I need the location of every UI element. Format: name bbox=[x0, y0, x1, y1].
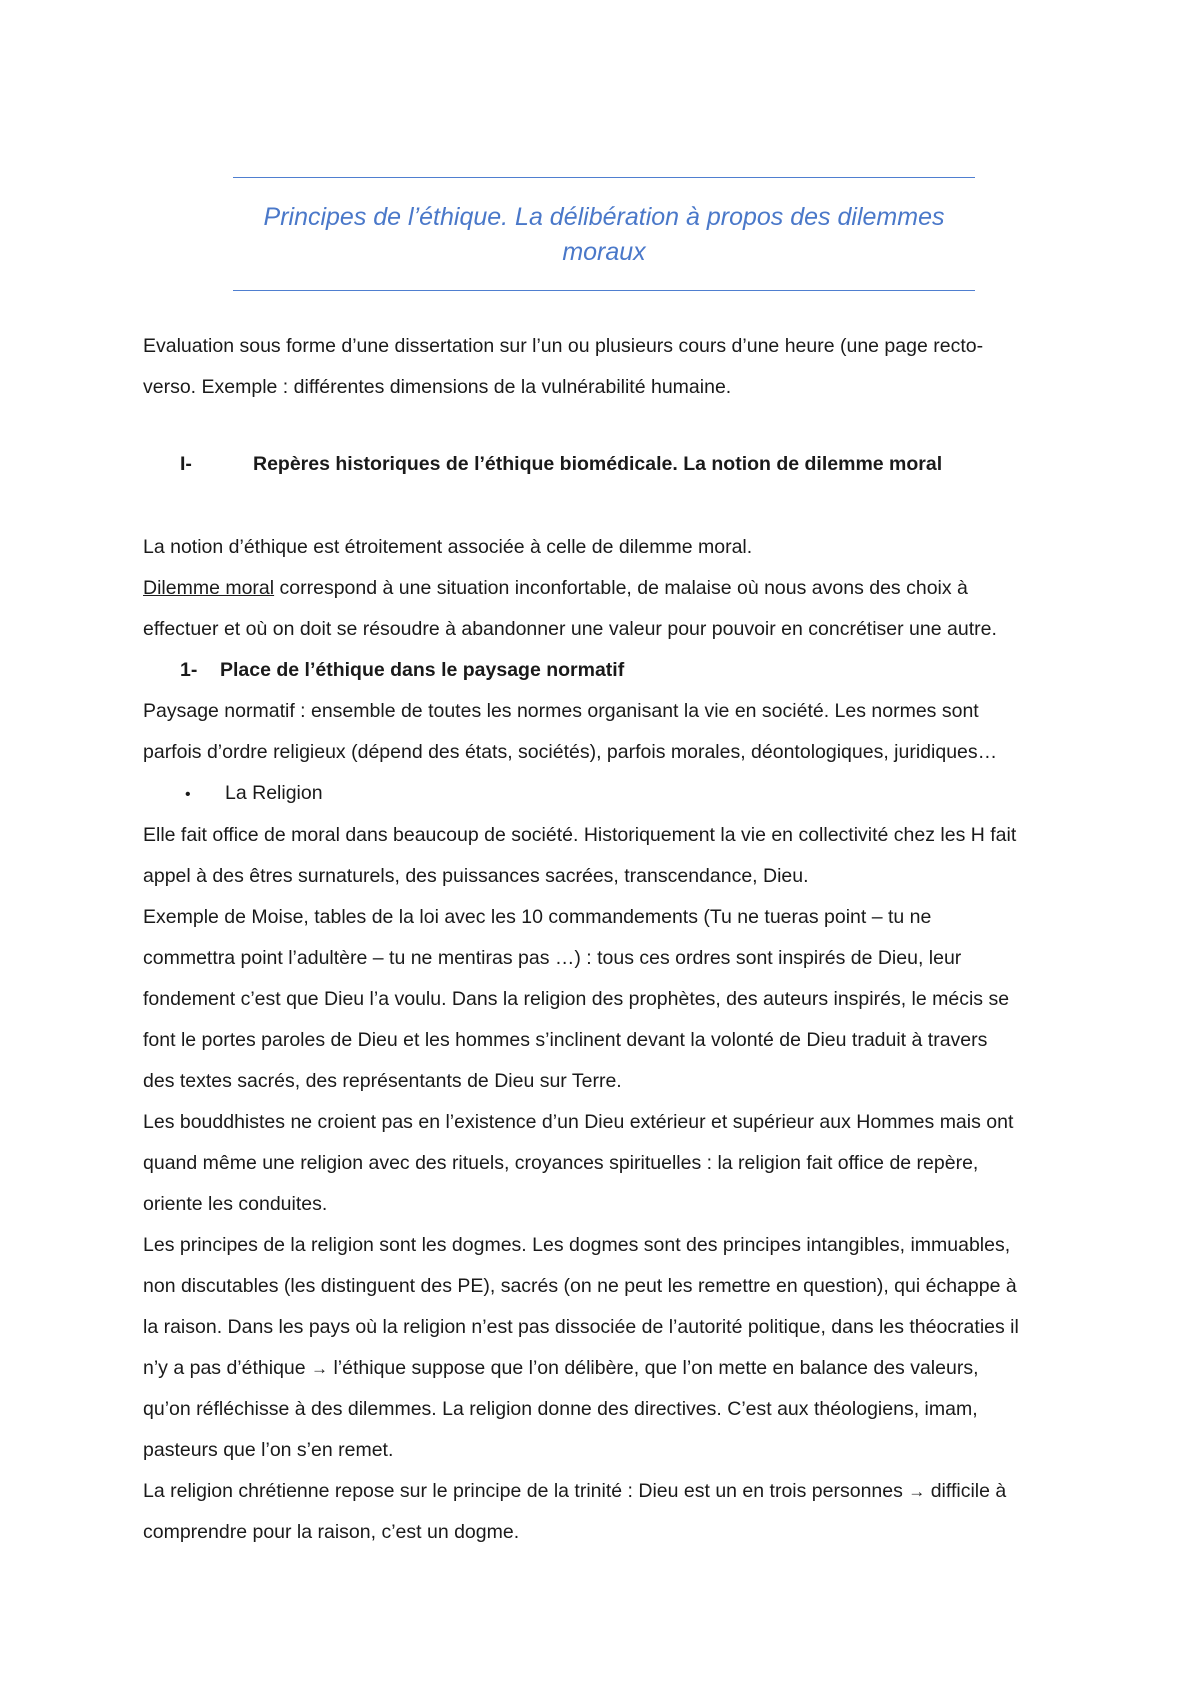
sub-heading-title: Place de l’éthique dans le paysage normatif bbox=[220, 659, 625, 681]
arrow-right-icon: → bbox=[311, 1359, 329, 1378]
paragraph-line: la raison. Dans les pays où la religion n’est pas dissociée de l’autorité politique, dans les théocraties il bbox=[143, 1316, 1019, 1338]
paragraph-text: l’éthique suppose que l’on délibère, que l’on mette en balance des valeurs, bbox=[328, 1357, 979, 1379]
title-block bbox=[233, 177, 975, 291]
arrow-right-icon: → bbox=[908, 1482, 926, 1501]
paragraph-text: difficile à bbox=[925, 1480, 1007, 1502]
paragraph-line: pasteurs que l’on s’en remet. bbox=[143, 1439, 394, 1461]
paragraph-line: fondement c’est que Dieu l’a voulu. Dans la religion des prophètes, des auteurs inspirés, le mécis se bbox=[143, 988, 1010, 1010]
paragraph-text: La religion chrétienne repose sur le principe de la trinité : Dieu est un en trois personnes bbox=[143, 1480, 909, 1502]
section-heading bbox=[180, 444, 1080, 485]
section-title: Repères historiques de l’éthique biomédicale. La notion de dilemme moral bbox=[253, 453, 943, 475]
paragraph-line: non discutables (les distinguent des PE), sacrés (on ne peut les remettre en question), qui échappe à bbox=[143, 1275, 1017, 1297]
paragraph-line: oriente les conduites. bbox=[143, 1193, 328, 1215]
paragraph-line bbox=[143, 1348, 1063, 1389]
intro-paragraph bbox=[143, 326, 1063, 408]
paragraph-line: Exemple de Moise, tables de la loi avec les 10 commandements (Tu ne tueras point – tu ne bbox=[143, 906, 932, 928]
bullet-item bbox=[143, 773, 1063, 815]
paragraph-line bbox=[143, 1471, 1063, 1512]
paragraph-line: font le portes paroles de Dieu et les hommes s’inclinent devant la volonté de Dieu traduit à travers bbox=[143, 1029, 988, 1051]
section-body bbox=[143, 527, 1063, 1553]
intro-line: Evaluation sous forme d’une dissertation sur l’un ou plusieurs cours d’une heure (une page recto- bbox=[143, 335, 984, 357]
paragraph-line: effectuer et où on doit se résoudre à abandonner une valeur pour pouvoir en concrétiser une autre. bbox=[143, 618, 997, 640]
bullet-icon: • bbox=[185, 786, 191, 803]
document-title: Principes de l’éthique. La délibération à propos des dilemmes moraux bbox=[263, 203, 945, 266]
paragraph-line: des textes sacrés, des représentants de Dieu sur Terre. bbox=[143, 1070, 622, 1092]
paragraph-line: qu’on réfléchisse à des dilemmes. La religion donne des directives. C’est aux théologiens, imam, bbox=[143, 1398, 978, 1420]
paragraph-text: n’y a pas d’éthique bbox=[143, 1357, 312, 1379]
paragraph-text: correspond à une situation inconfortable, de malaise où nous avons des choix à bbox=[274, 577, 968, 599]
paragraph-line: quand même une religion avec des rituels, croyances spirituelles : la religion fait office de repère, bbox=[143, 1152, 979, 1174]
intro-line: verso. Exemple : différentes dimensions de la vulnérabilité humaine. bbox=[143, 376, 732, 398]
bullet-label: La Religion bbox=[225, 782, 323, 804]
paragraph-line: Paysage normatif : ensemble de toutes les normes organisant la vie en société. Les normes sont bbox=[143, 700, 979, 722]
paragraph-line: Elle fait office de moral dans beaucoup de société. Historiquement la vie en collectivité chez les H fait bbox=[143, 824, 1017, 846]
sub-heading bbox=[143, 650, 1063, 691]
paragraph-line: comprendre pour la raison, c’est un dogme. bbox=[143, 1521, 520, 1543]
paragraph-line: Les principes de la religion sont les dogmes. Les dogmes sont des principes intangibles, immuables, bbox=[143, 1234, 1011, 1256]
paragraph-line: appel à des êtres surnaturels, des puissances sacrées, transcendance, Dieu. bbox=[143, 865, 809, 887]
title-bottom-rule bbox=[233, 290, 975, 291]
term-dilemme-moral: Dilemme moral bbox=[143, 577, 275, 599]
paragraph-line: Les bouddhistes ne croient pas en l’existence d’un Dieu extérieur et supérieur aux Hommes mais ont bbox=[143, 1111, 1014, 1133]
paragraph-line bbox=[143, 568, 1063, 609]
section-number: I- bbox=[180, 453, 192, 475]
paragraph-line: parfois d’ordre religieux (dépend des états, sociétés), parfois morales, déontologiques, juridiques… bbox=[143, 741, 998, 763]
paragraph-line: commettra point l’adultère – tu ne mentiras pas …) : tous ces ordres sont inspirés de Dieu, leur bbox=[143, 947, 962, 969]
paragraph-line: La notion d’éthique est étroitement associée à celle de dilemme moral. bbox=[143, 536, 753, 558]
sub-heading-number: 1- bbox=[180, 659, 198, 681]
